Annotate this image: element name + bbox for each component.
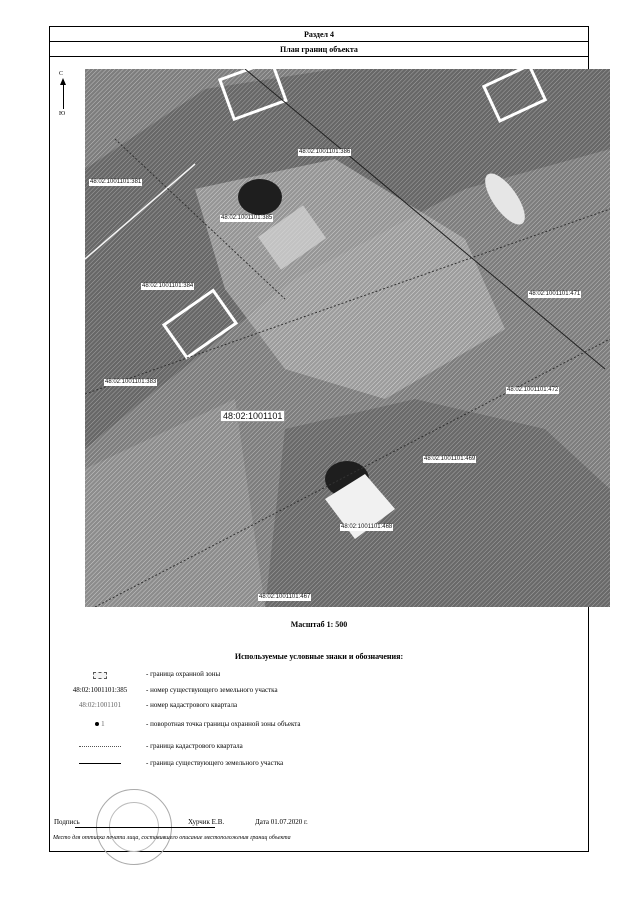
document-date: Дата 01.07.2020 г. — [255, 818, 308, 826]
stamp-place-note: Место для оттиска печати лица, составившего описание местоположения границ объекта — [53, 835, 291, 841]
legend-item — [50, 742, 588, 756]
parcel-label: 48:02:1001101:383 — [105, 379, 157, 385]
legend-text: - граница кадастрового квартала — [146, 742, 243, 750]
legend-title: Используемые условные знаки и обозначения: — [234, 652, 404, 661]
plan-title: План границ объекта — [50, 42, 588, 57]
signature-line — [75, 827, 215, 828]
parcel-label: 48:02:1001101:381 — [90, 179, 142, 185]
cadastral-quarter-label: 48:02:1001101 — [220, 410, 285, 422]
document-frame — [49, 26, 589, 852]
signer-name: Хурчик Е.В. — [188, 818, 225, 826]
legend-item — [50, 686, 588, 700]
map-scale: Масштаб 1: 500 — [290, 620, 348, 629]
legend-item — [50, 701, 588, 715]
aerial-map — [85, 69, 610, 607]
turning-point-symbol: 1 — [50, 720, 150, 728]
quarter-boundary-symbol — [50, 742, 150, 750]
compass-south-label: Ю — [59, 111, 66, 117]
parcel-label: 48:02:1001101:385 — [221, 215, 273, 221]
legend-item — [50, 759, 588, 773]
parcel-boundary-symbol — [50, 759, 150, 767]
section-header: Раздел 4 — [50, 27, 588, 42]
parcel-label: 48:02:1001101:468 — [341, 524, 393, 530]
legend-item — [50, 720, 588, 734]
dot-icon — [95, 722, 99, 726]
parcel-label: 48:02:1001101:469 — [424, 456, 476, 462]
legend-text: - номер кадастрового квартала — [146, 701, 238, 709]
parcel-label: 48:02:1001101:471 — [529, 291, 581, 297]
parcel-label: 48:02:1001101:386 — [299, 149, 351, 155]
north-arrow-icon — [63, 80, 64, 109]
signature-label: Подпись — [54, 818, 80, 826]
compass-north-label: С — [59, 71, 64, 77]
protection-zone-symbol — [50, 670, 150, 681]
legend-text: - поворотная точка границы охранной зоны объекта — [146, 720, 301, 728]
north-arrow — [56, 71, 72, 119]
legend-text: - граница существующего земельного участка — [146, 759, 284, 767]
parcel-label: 48:02:1001101:472 — [507, 387, 559, 393]
legend-text: - граница охранной зоны — [146, 670, 221, 678]
legend-text: - номер существующего земельного участка — [146, 686, 278, 694]
quarter-number-symbol: 48:02:1001101 — [78, 701, 122, 709]
legend-item — [50, 670, 588, 684]
parcel-label: 48:02:1001101:467 — [259, 594, 311, 600]
parcel-number-symbol: 48:02:1001101:385 — [72, 686, 128, 694]
parcel-label: 48:02:1001101:384 — [142, 283, 194, 289]
